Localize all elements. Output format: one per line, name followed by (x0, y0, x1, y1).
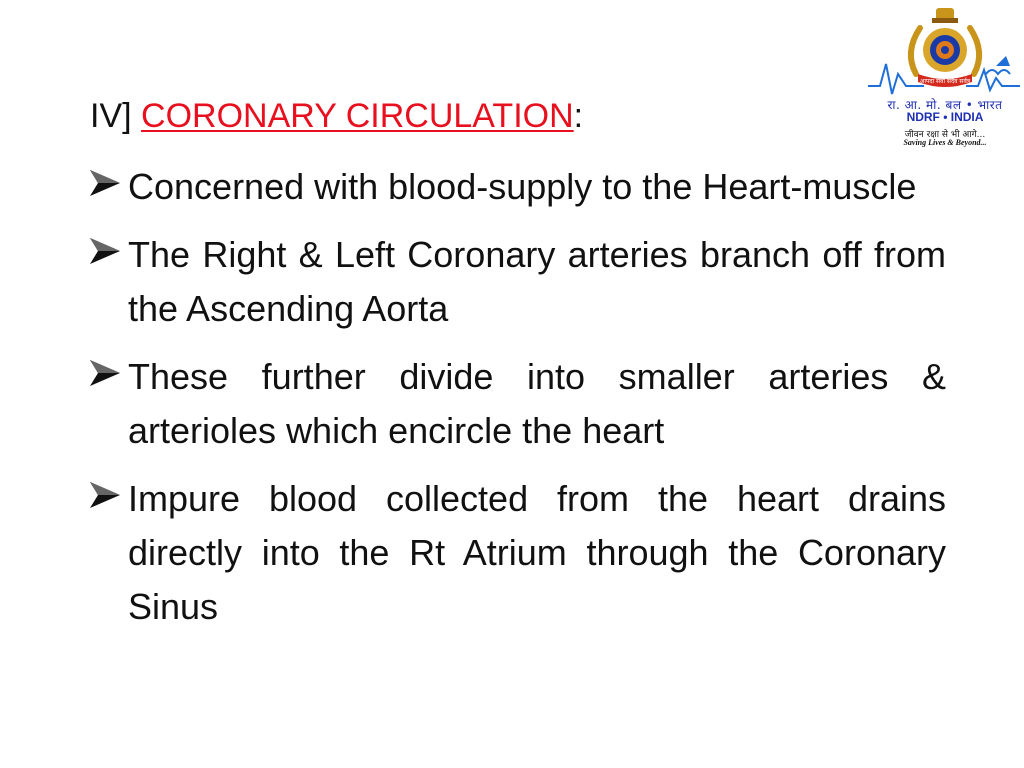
bullet-list (90, 160, 946, 648)
bullet-text: These further divide into smaller arteries & arterioles which encircle the heart (128, 356, 946, 451)
title-colon: : (573, 97, 584, 135)
bullet-item (90, 350, 946, 458)
bullet-text: Impure blood collected from the heart drains directly into the Rt Atrium through the Coronary Sinus (128, 478, 946, 627)
ndrf-emblem-icon (866, 4, 1022, 96)
bullet-text: The Right & Left Coronary arteries branch off from the Ascending Aorta (128, 234, 946, 329)
logo-tagline-english: Saving Lives & Beyond... (903, 138, 987, 147)
arrow-bullet-icon (90, 360, 120, 386)
arrow-bullet-icon (90, 238, 120, 264)
bullet-text: Concerned with blood-supply to the Heart-muscle (128, 166, 917, 207)
bullet-item (90, 228, 946, 336)
logo-english-name: NDRF • INDIA (906, 110, 984, 124)
logo-hindi-name: रा. आ. मो. बल • भारत (887, 98, 1003, 112)
arrow-bullet-icon (90, 170, 120, 196)
slide-title (90, 94, 583, 138)
svg-text:आपदा सेवा सदैव सर्वत्र: आपदा सेवा सदैव सर्वत्र (919, 78, 971, 85)
title-prefix: IV] (90, 97, 142, 135)
bullet-item (90, 160, 946, 214)
title-heading: CORONARY CIRCULATION (141, 97, 574, 135)
ndrf-logo (866, 4, 1022, 146)
bullet-item (90, 472, 946, 634)
logo-tagline-hindi: जीवन रक्षा से भी आगे... (904, 130, 986, 140)
arrow-bullet-icon (90, 482, 120, 508)
